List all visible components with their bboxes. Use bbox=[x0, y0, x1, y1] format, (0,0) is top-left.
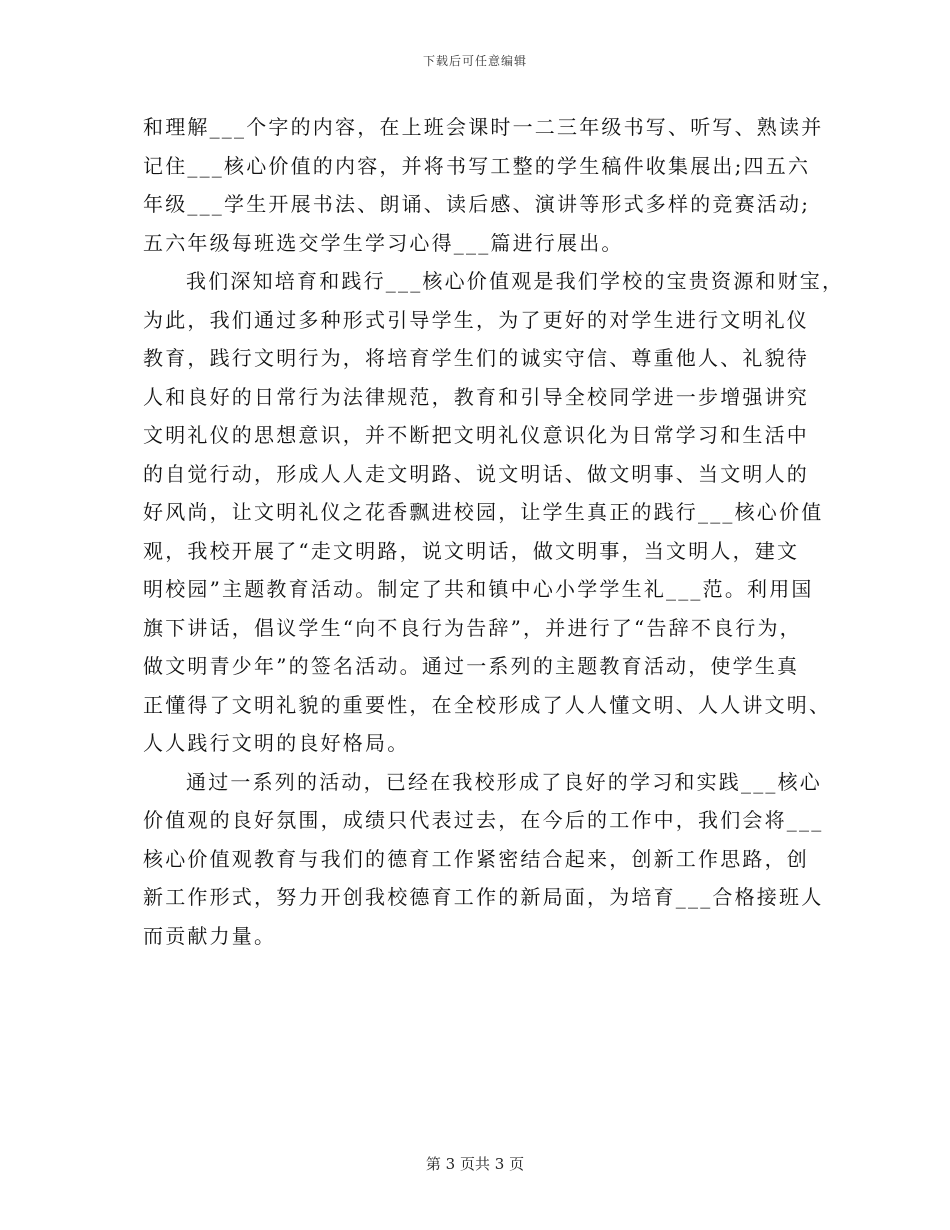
text-line: 年级___学生开展书法、朗诵、读后感、演讲等形式多样的竞赛活动; bbox=[143, 192, 811, 216]
text-line: 和理解___个字的内容，在上班会课时一二三年级书写、听写、熟读并 bbox=[143, 115, 824, 139]
paragraph bbox=[143, 763, 823, 956]
text-line: 五六年级每班选交学生学习心得___篇进行展出。 bbox=[143, 230, 624, 255]
paragraph bbox=[143, 262, 845, 763]
text-line: 通过一系列的活动，已经在我校形成了良好的学习和实践___核心 bbox=[186, 769, 822, 794]
text-line: 人人践行文明的良好格局。 bbox=[143, 731, 410, 755]
text-line: 记住___核心价值的内容，并将书写工整的学生稿件收集展出;四五六 bbox=[143, 153, 811, 178]
text-line: 的自觉行动，形成人人走文明路、说文明话、做文明事、当文明人的 bbox=[143, 461, 809, 486]
page-header: 下载后可任意编辑 bbox=[422, 54, 527, 68]
text-line: 为此，我们通过多种形式引导学生，为了更好的对学生进行文明礼仪 bbox=[143, 307, 809, 332]
text-line: 好风尚，让文明礼仪之花香飘进校园，让学生真正的践行___核心价值 bbox=[143, 500, 824, 524]
text-line: 价值观的良好氛围，成绩只代表过去，在今后的工作中，我们会将___ bbox=[143, 808, 824, 832]
text-line: 文明礼仪的思想意识，并不断把文明礼仪意识化为日常学习和生活中 bbox=[143, 423, 809, 447]
text-line: 我们深知培育和践行___核心价值观是我们学校的宝贵资源和财宝， bbox=[186, 269, 845, 293]
text-line: 正懂得了文明礼貌的重要性，在全校形成了人人懂文明、人人讲文明、 bbox=[143, 692, 832, 717]
document-body bbox=[143, 108, 845, 955]
text-line: 核心价值观教育与我们的德育工作紧密结合起来，创新工作思路，创 bbox=[143, 846, 809, 871]
text-line: 教育，践行文明行为，将培育学生们的诚实守信、尊重他人、礼貌待 bbox=[143, 346, 809, 370]
page-number-footer: 第 3 页共 3 页 bbox=[425, 1155, 525, 1173]
text-line: 而贡献力量。 bbox=[143, 923, 277, 948]
text-line: 新工作形式，努力开创我校德育工作的新局面，为培育___合格接班人 bbox=[143, 885, 824, 909]
text-line: 观，我校开展了“走文明路，说文明话，做文明事，当文明人，建文 bbox=[143, 538, 800, 563]
paragraph bbox=[143, 108, 823, 262]
text-line: 人和良好的日常行为法律规范，教育和引导全校同学进一步增强讲究 bbox=[143, 384, 809, 409]
text-line: 做文明青少年”的签名活动。通过一系列的主题教育活动，使学生真 bbox=[143, 654, 800, 678]
text-line: 旗下讲话，倡议学生“向不良行为告辞”，并进行了“告辞不良行为， bbox=[143, 615, 802, 640]
text-line: 明校园”主题教育活动。制定了共和镇中心小学学生礼___范。利用国 bbox=[143, 577, 814, 601]
